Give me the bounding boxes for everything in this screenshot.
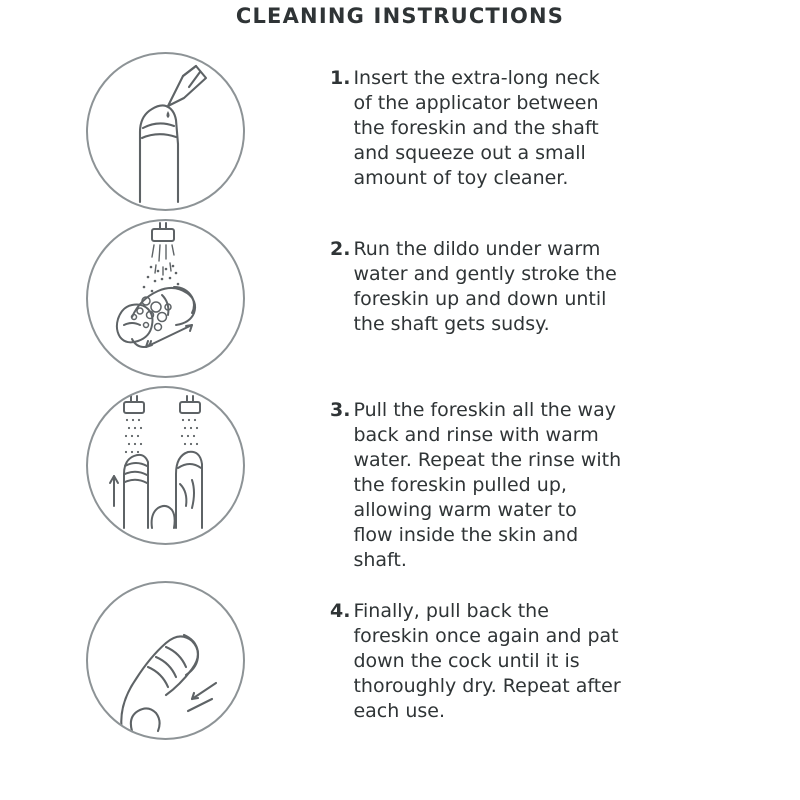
step-4-number: 4.	[330, 600, 351, 622]
pat-dry-with-cloth-illustration	[86, 581, 245, 740]
step-item	[0, 52, 800, 211]
step-2-number: 2.	[330, 238, 351, 260]
two-shower-rinse-positions-illustration	[86, 386, 245, 545]
step-4-text-col	[330, 581, 800, 724]
step-item	[0, 386, 800, 573]
hand-washing-under-shower-with-suds-illustration	[86, 219, 245, 378]
page-title: CLEANING INSTRUCTIONS	[235, 4, 565, 28]
step-3-number: 3.	[330, 399, 351, 421]
step-item	[0, 219, 800, 378]
step-2-text-col	[330, 219, 800, 337]
step-item	[0, 581, 800, 740]
steps-list	[0, 52, 800, 740]
applicator-bottle-over-shaft-illustration	[86, 52, 245, 211]
step-2-text: Run the dildo under warm water and gently stroke the foreskin up and down until the shaft gets sudsy.	[353, 238, 617, 335]
step-1-text: Insert the extra-long neck of the applicator between the foreskin and the shaft and squeeze out a small amount of toy cleaner.	[353, 67, 600, 189]
step-4-illustration-wrap	[0, 581, 330, 740]
step-3-text-col	[330, 386, 800, 573]
step-4-text: Finally, pull back the foreskin once again and pat down the cock until it is thoroughly dry. Repeat after each use.	[353, 600, 621, 722]
step-1-text-col	[330, 52, 800, 191]
step-3-illustration-wrap	[0, 386, 330, 545]
step-2-illustration-wrap	[0, 219, 330, 378]
step-1-illustration-wrap	[0, 52, 330, 211]
step-1-number: 1.	[330, 67, 351, 89]
step-3-text: Pull the foreskin all the way back and rinse with warm water. Repeat the rinse with the foreskin pulled up, allowing warm water to flow inside the skin and shaft.	[353, 399, 622, 571]
